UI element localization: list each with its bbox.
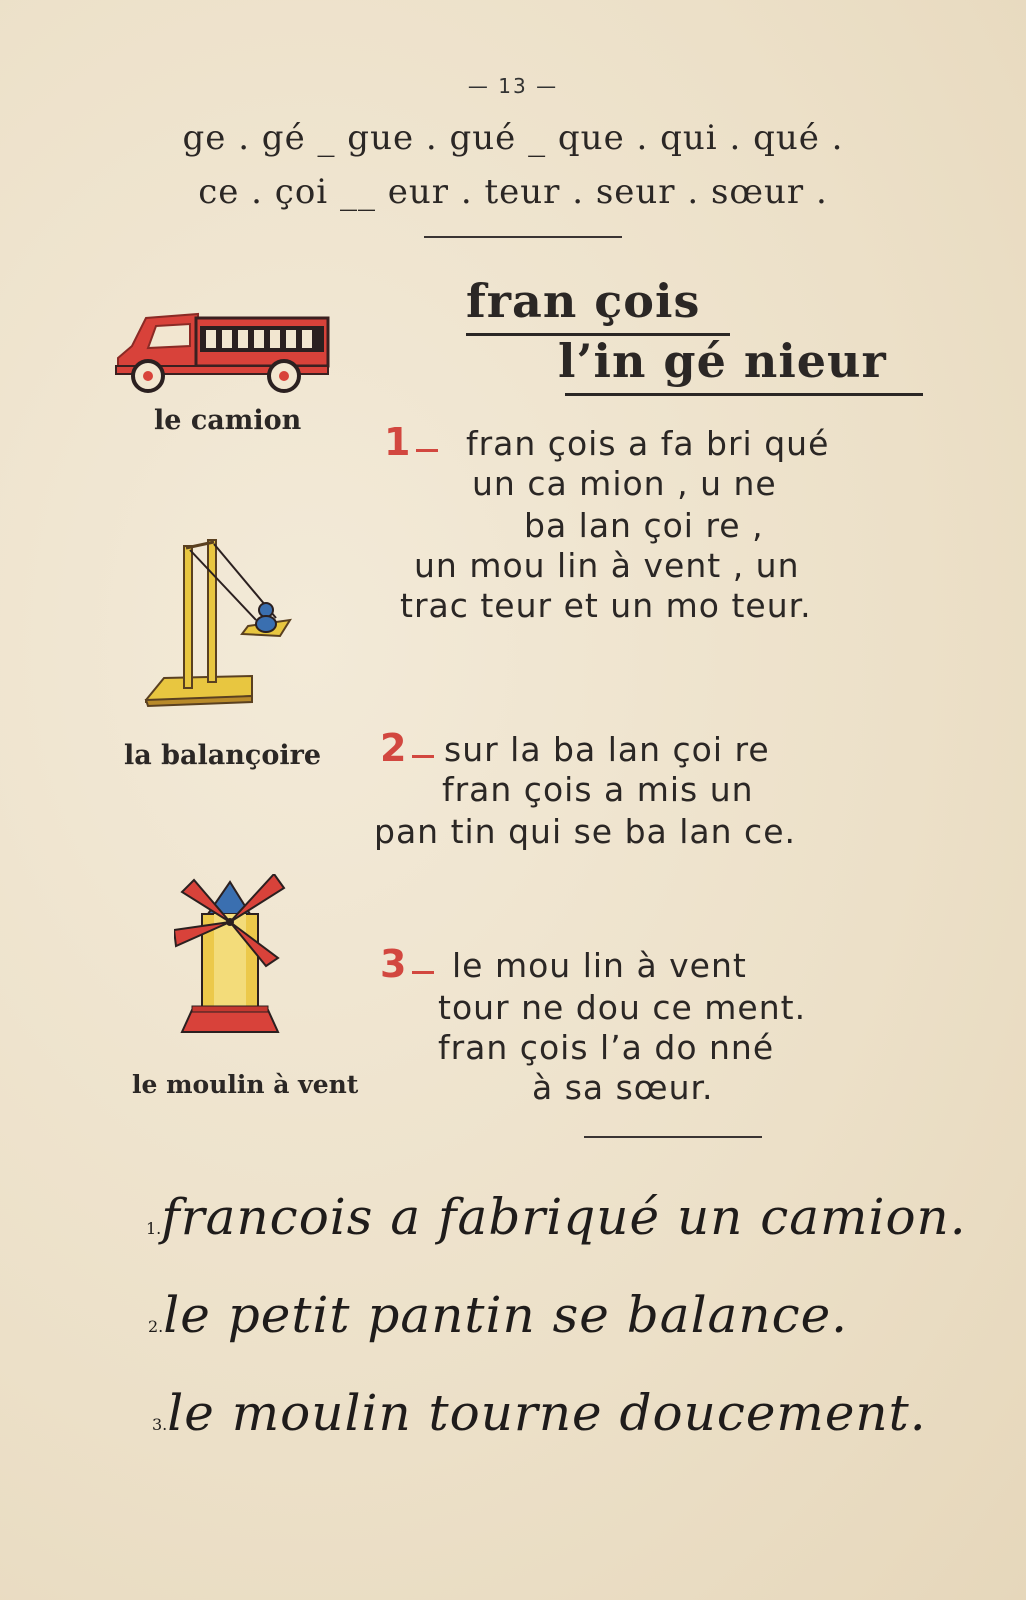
paragraph-2-line-3: pan tin qui se ba lan ce. [374,812,796,851]
caption-swing: la balançoire [124,740,322,771]
paragraph-2-line-2: fran çois a mis un [442,770,754,809]
paragraph-number: 3 [380,942,407,986]
cursive-number: 2. [148,1317,164,1336]
paragraph-3-line-2: tour ne dou ce ment. [438,988,807,1027]
divider-top [424,236,622,238]
paragraph-2-line-1: sur la ba lan çoi re [444,730,770,769]
paragraph-number: 1 [384,420,411,464]
number-dash [416,449,438,452]
paragraph-2-number [380,726,434,770]
windmill-icon [174,874,286,1034]
lesson-title-line-1: fran çois [466,274,701,328]
cursive-text: le petit pantin se balance. [163,1286,849,1344]
caption-windmill: le moulin à vent [132,1070,359,1099]
divider-bottom [584,1136,762,1138]
paragraph-1-line-3: ba lan çoi re , [524,506,764,545]
cursive-line-3 [152,1384,927,1442]
paragraph-1-line-1: fran çois a fa bri qué [466,424,830,463]
cursive-text: francois a fabriqué un camion. [161,1188,967,1246]
cursive-number: 1. [146,1219,162,1238]
truck-icon [112,306,334,396]
paragraph-3-line-1: le mou lin à vent [452,946,747,985]
paragraph-3-line-3: fran çois l’a do nné [438,1028,775,1067]
paragraph-1-number [384,420,438,464]
swing-icon [144,538,294,718]
page-number: — 13 — [467,74,559,98]
number-dash [412,755,434,758]
cursive-text: le moulin tourne doucement. [167,1384,927,1442]
caption-truck: le camion [154,405,302,436]
number-dash [412,971,434,974]
syllable-line-1: ge . gé _ gue . gué _ que . qui . qué . [182,118,844,158]
lesson-title-line-2: l’in gé nieur [558,334,887,388]
paragraph-1-line-5: trac teur et un mo teur. [400,586,812,625]
paragraph-1-line-2: un ca mion , u ne [472,464,777,503]
cursive-line-1 [146,1188,967,1246]
paragraph-1-line-4: un mou lin à vent , un [414,546,800,585]
cursive-line-2 [148,1286,848,1344]
paragraph-3-line-4: à sa sœur. [532,1068,714,1107]
syllable-line-2: ce . çoi __ eur . teur . seur . sœur . [198,172,828,212]
title-underline-2 [565,393,923,396]
paragraph-number: 2 [380,726,407,770]
paragraph-3-number [380,942,434,986]
cursive-number: 3. [152,1415,168,1434]
